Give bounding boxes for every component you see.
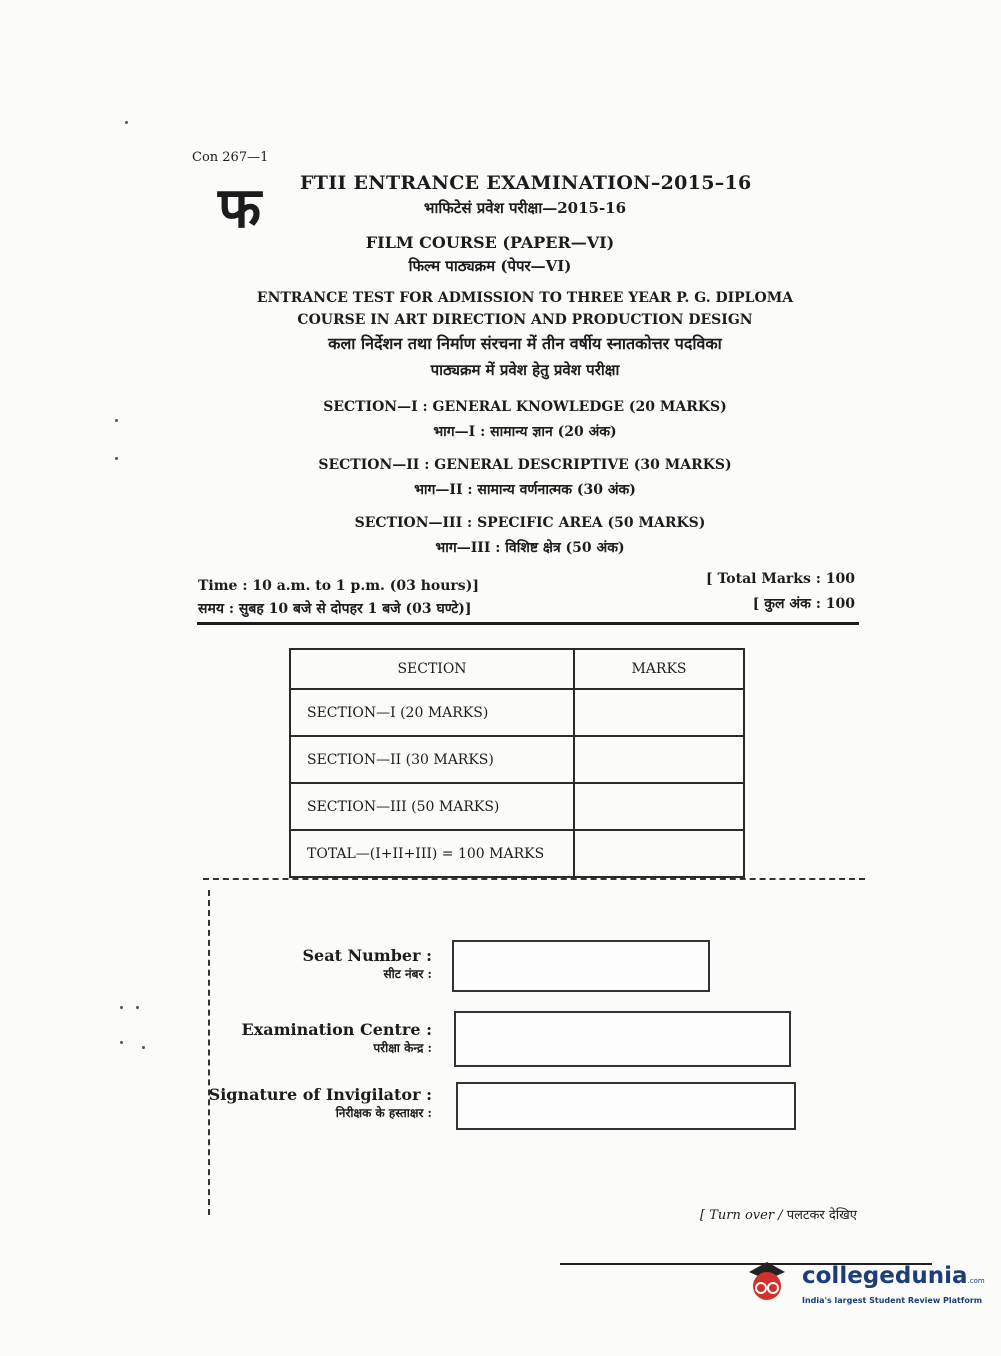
section-2-hi: भाग—II : सामान्य वर्णनात्मक (30 अंक): [414, 482, 636, 498]
marks-cell[interactable]: [574, 783, 744, 830]
marks-cell[interactable]: [574, 830, 744, 877]
section-cell: SECTION—II (30 MARKS): [290, 736, 574, 783]
scan-speck: [120, 1041, 123, 1044]
cut-line-top: [203, 878, 865, 880]
invigilator-signature-label-hi: निरीक्षक के हस्ताक्षर :: [335, 1106, 432, 1120]
marks-cell[interactable]: [574, 736, 744, 783]
header-rule: [197, 622, 859, 625]
section-cell: SECTION—I (20 MARKS): [290, 689, 574, 736]
invigilator-signature-field[interactable]: [456, 1082, 796, 1130]
section-1-hi: भाग—I : सामान्य ज्ञान (20 अंक): [433, 424, 617, 440]
exam-title-en: FTII ENTRANCE EXAMINATION–2015–16: [300, 172, 752, 194]
turn-over-en: [ Turn over /: [700, 1208, 783, 1223]
collegedunia-mascot-icon: [743, 1258, 791, 1306]
total-marks-en: [ Total Marks : 100: [705, 571, 855, 587]
seat-number-field[interactable]: [452, 940, 710, 992]
watermark-tagline: India's largest Student Review Platform: [802, 1296, 983, 1305]
course-title-en: FILM COURSE (PAPER—VI): [365, 233, 615, 252]
description-hi-line2: पाठ्यक्रम में प्रवेश हेतु प्रवेश परीक्षा: [430, 361, 620, 379]
section-3-hi: भाग—III : विशिष्ट क्षेत्र (50 अंक): [435, 540, 625, 556]
watermark-brand-name: collegedunia: [802, 1263, 968, 1289]
seat-number-label-hi: सीट नंबर :: [383, 967, 432, 981]
watermark-brand: [802, 1263, 985, 1289]
section-cell: SECTION—III (50 MARKS): [290, 783, 574, 830]
scan-speck: [120, 1006, 123, 1009]
seat-number-label: [182, 946, 432, 982]
section-cell: TOTAL—(I+II+III) = 100 MARKS: [290, 830, 574, 877]
table-header-marks: MARKS: [574, 649, 744, 689]
scan-speck: [115, 419, 118, 422]
invigilator-signature-label-en: Signature of Invigilator :: [208, 1085, 432, 1104]
section-2-en: SECTION—II : GENERAL DESCRIPTIVE (30 MARKS): [318, 457, 732, 473]
section-3-en: SECTION—III : SPECIFIC AREA (50 MARKS): [354, 515, 706, 531]
ftii-logo: फ: [218, 175, 262, 241]
table-header-row: [290, 649, 744, 689]
scan-speck: [115, 457, 118, 460]
description-en-line1: ENTRANCE TEST FOR ADMISSION TO THREE YEAR P. G. DIPLOMA: [256, 290, 794, 306]
turn-over-hi: पलटकर देखिए: [786, 1208, 857, 1223]
scan-speck: [125, 121, 128, 124]
marks-table: [289, 648, 745, 878]
table-row: [290, 736, 744, 783]
scan-speck: [142, 1046, 145, 1049]
paper-code: Con 267—1: [192, 150, 269, 165]
seat-number-label-en: Seat Number :: [302, 946, 432, 965]
total-marks-hi: [ कुल अंक : 100: [752, 596, 855, 612]
table-row: [290, 689, 744, 736]
examination-centre-field[interactable]: [454, 1011, 791, 1067]
course-title-hi: फिल्म पाठ्यक्रम (पेपर—VI): [408, 257, 572, 275]
examination-centre-label: [182, 1020, 432, 1056]
marks-cell[interactable]: [574, 689, 744, 736]
exam-title-hi: भाफिटेसं प्रवेश परीक्षा—2015-16: [423, 199, 627, 217]
turn-over-note: [700, 1205, 857, 1223]
invigilator-signature-label: [182, 1085, 432, 1121]
table-header-section: SECTION: [290, 649, 574, 689]
table-row: [290, 783, 744, 830]
examination-centre-label-hi: परीक्षा केन्द्र :: [373, 1041, 432, 1055]
table-row: [290, 830, 744, 877]
time-hi: समय : सुबह 10 बजे से दोपहर 1 बजे (03 घण्टे)]: [198, 601, 472, 617]
examination-centre-label-en: Examination Centre :: [241, 1020, 432, 1039]
description-en-line2: COURSE IN ART DIRECTION AND PRODUCTION DESIGN: [297, 312, 753, 328]
time-en: Time : 10 a.m. to 1 p.m. (03 hours)]: [198, 578, 479, 594]
scan-speck: [136, 1006, 139, 1009]
watermark-brand-suffix: .com: [967, 1277, 985, 1285]
description-hi-line1: कला निर्देशन तथा निर्माण संरचना में तीन वर्षीय स्नातकोत्तर पदविका: [328, 334, 722, 353]
section-1-en: SECTION—I : GENERAL KNOWLEDGE (20 MARKS): [323, 399, 727, 415]
